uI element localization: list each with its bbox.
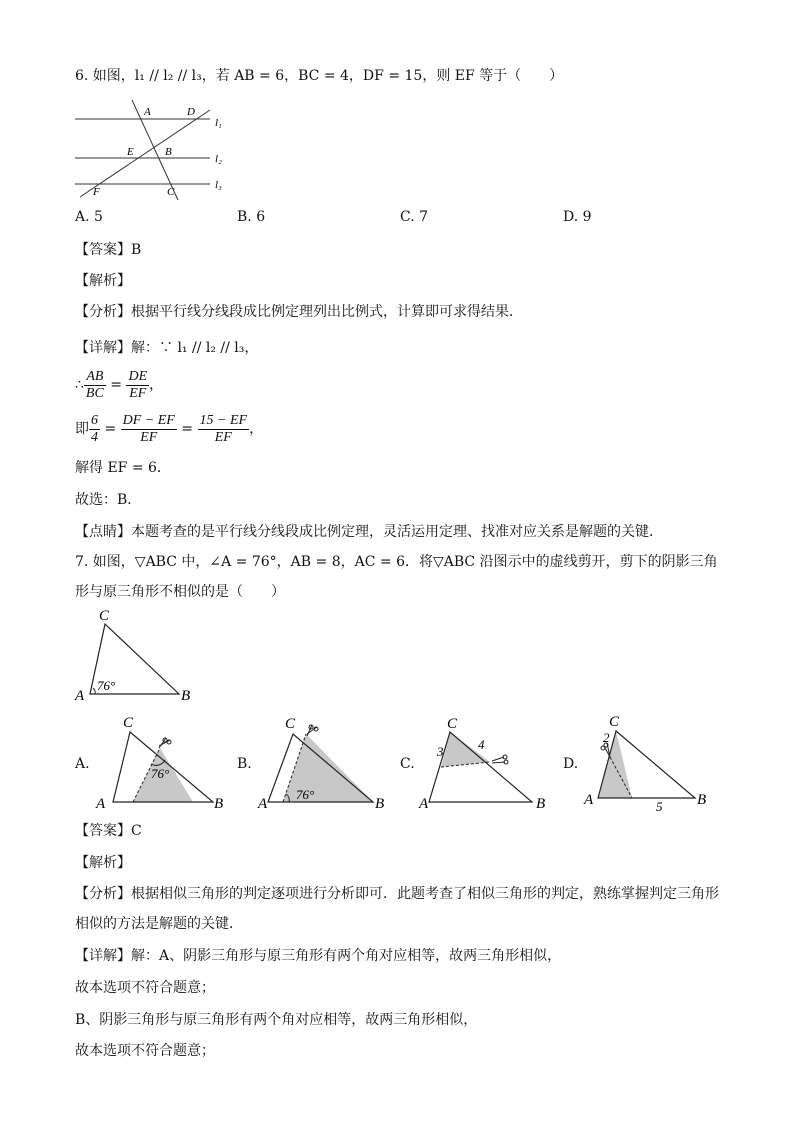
q7-d-side-2: 2 <box>603 730 610 745</box>
q7-main-label-A: A <box>75 688 85 704</box>
scissors-icon <box>492 755 508 764</box>
q6-label-B: B <box>165 146 172 158</box>
q7-answer: 【答案】C <box>75 823 142 839</box>
fraction-15-ef: $\frac{15 - EF}{EF}$ <box>199 412 248 445</box>
q6-option-a: A. 5 <box>75 209 103 225</box>
q6-label-D: D <box>187 106 195 118</box>
q7-b-label-A: A <box>258 796 268 812</box>
q7-main-label-C: C <box>99 608 110 624</box>
scissors-icon <box>307 725 318 736</box>
q7-d-label-B: B <box>697 792 707 808</box>
q7-detail-b: B、阴影三角形与原三角形有两个角对应相等，故两三角形相似， <box>75 1012 478 1028</box>
q7-detail-a: 【详解】解：A、阴影三角形与原三角形有两个角对应相等，故两三角形相似， <box>75 948 562 964</box>
therefore-sign: ∴ <box>75 377 84 393</box>
q7-option-a-letter: A. <box>75 756 90 772</box>
scissors-icon <box>601 743 610 757</box>
q7-figure-c <box>419 712 559 812</box>
q7-not-a: 故本选项不符合题意； <box>75 980 215 996</box>
fraction-df-ef: $\frac{DF - EF}{EF}$ <box>122 412 175 445</box>
q6-option-d: D. 9 <box>563 209 592 225</box>
q6-option-c: C. 7 <box>400 209 429 225</box>
q7-c-label-B: B <box>536 796 546 812</box>
q7-stem-line2: 形与原三角形不相似的是（ ） <box>75 584 285 600</box>
q7-figure-a <box>93 712 233 812</box>
q7-a-angle: 76° <box>151 766 170 781</box>
q6-label-F: F <box>93 186 100 198</box>
q6-proportion: ∴ $\frac{AB}{BC}$ = $\frac{DE}{EF}$ ， <box>75 368 164 401</box>
q7-d-label-A: A <box>584 792 594 808</box>
fraction-6-4: $\frac{6}{4}$ <box>91 412 98 445</box>
q7-a-label-B: B <box>214 796 224 812</box>
scissors-icon <box>159 738 171 748</box>
q6-solve: 解得 EF = 6． <box>75 460 171 476</box>
q6-analysis: 【分析】根据平行线分线段成比例定理列出比例式，计算即可求得结果． <box>75 304 523 320</box>
ji-label: 即 <box>75 421 89 437</box>
q7-analysis-line1: 【分析】根据相似三角形的判定逐项进行分析即可．此题考查了相似三角形的判定，熟练掌握判定三角形 <box>75 886 719 902</box>
q6-label-A: A <box>144 106 151 118</box>
q7-figure-b <box>258 712 398 812</box>
q7-c-side-3: 3 <box>437 744 444 759</box>
q6-substitution: 即 $\frac{6}{4}$ = $\frac{DF - EF}{EF}$ = $\frac{15 - EF}{EF}$ ， <box>75 412 264 445</box>
q6-detail: 【详解】解：∵ l₁ // l₂ // l₃， <box>75 340 259 356</box>
q6-choose: 故选：B． <box>75 492 142 508</box>
q7-b-label-C: C <box>285 716 296 732</box>
q7-b-angle: 76° <box>296 787 315 802</box>
q6-dianjing: 【点睛】本题考查的是平行线分线段成比例定理，灵活运用定理、找准对应关系是解题的关键． <box>75 524 663 540</box>
q7-main-figure <box>75 608 215 704</box>
q6-jiexi: 【解析】 <box>75 273 131 289</box>
q7-c-label-C: C <box>447 716 458 732</box>
q6-label-E: E <box>127 146 134 158</box>
q6-label-l3: l₃ <box>215 179 222 191</box>
q7-not-b: 故本选项不符合题意； <box>75 1043 215 1059</box>
q6-answer: 【答案】B <box>75 242 142 258</box>
q7-d-side-5: 5 <box>656 799 663 814</box>
q7-option-b-letter: B. <box>237 756 252 772</box>
q6-figure <box>75 100 255 200</box>
q6-label-l1: l₁ <box>215 117 222 129</box>
q7-main-angle: 76° <box>97 678 116 693</box>
fraction-ab-bc: $\frac{AB}{BC}$ <box>85 368 104 401</box>
q7-analysis-line2: 相似的方法是解题的关键． <box>75 916 243 932</box>
q6-stem: 6. 如图，l₁ // l₂ // l₃，若 AB = 6，BC = 4，DF = 15，则 EF 等于（ ） <box>75 68 564 84</box>
q6-label-l2: l₂ <box>215 153 222 165</box>
q7-main-label-B: B <box>181 688 191 704</box>
q6-option-b: B. 6 <box>237 209 266 225</box>
q7-a-label-A: A <box>96 796 106 812</box>
q7-a-label-C: C <box>123 715 134 731</box>
fraction-de-ef: $\frac{DE}{EF}$ <box>128 368 148 401</box>
q7-jiexi: 【解析】 <box>75 855 131 871</box>
q7-b-label-B: B <box>375 796 385 812</box>
q7-stem-line1: 7. 如图，▽ABC 中，∠A = 76°，AB = 8，AC = 6．将▽ABC 沿图示中的虚线剪开，剪下的阴影三角 <box>75 554 718 570</box>
q7-option-c-letter: C. <box>400 756 415 772</box>
q7-c-side-4: 4 <box>478 737 485 752</box>
q6-label-C: C <box>167 186 175 198</box>
q7-d-label-C: C <box>609 714 620 730</box>
q7-c-label-A: A <box>419 796 429 812</box>
q7-option-d-letter: D. <box>563 756 579 772</box>
q7-figure-d <box>581 712 721 812</box>
